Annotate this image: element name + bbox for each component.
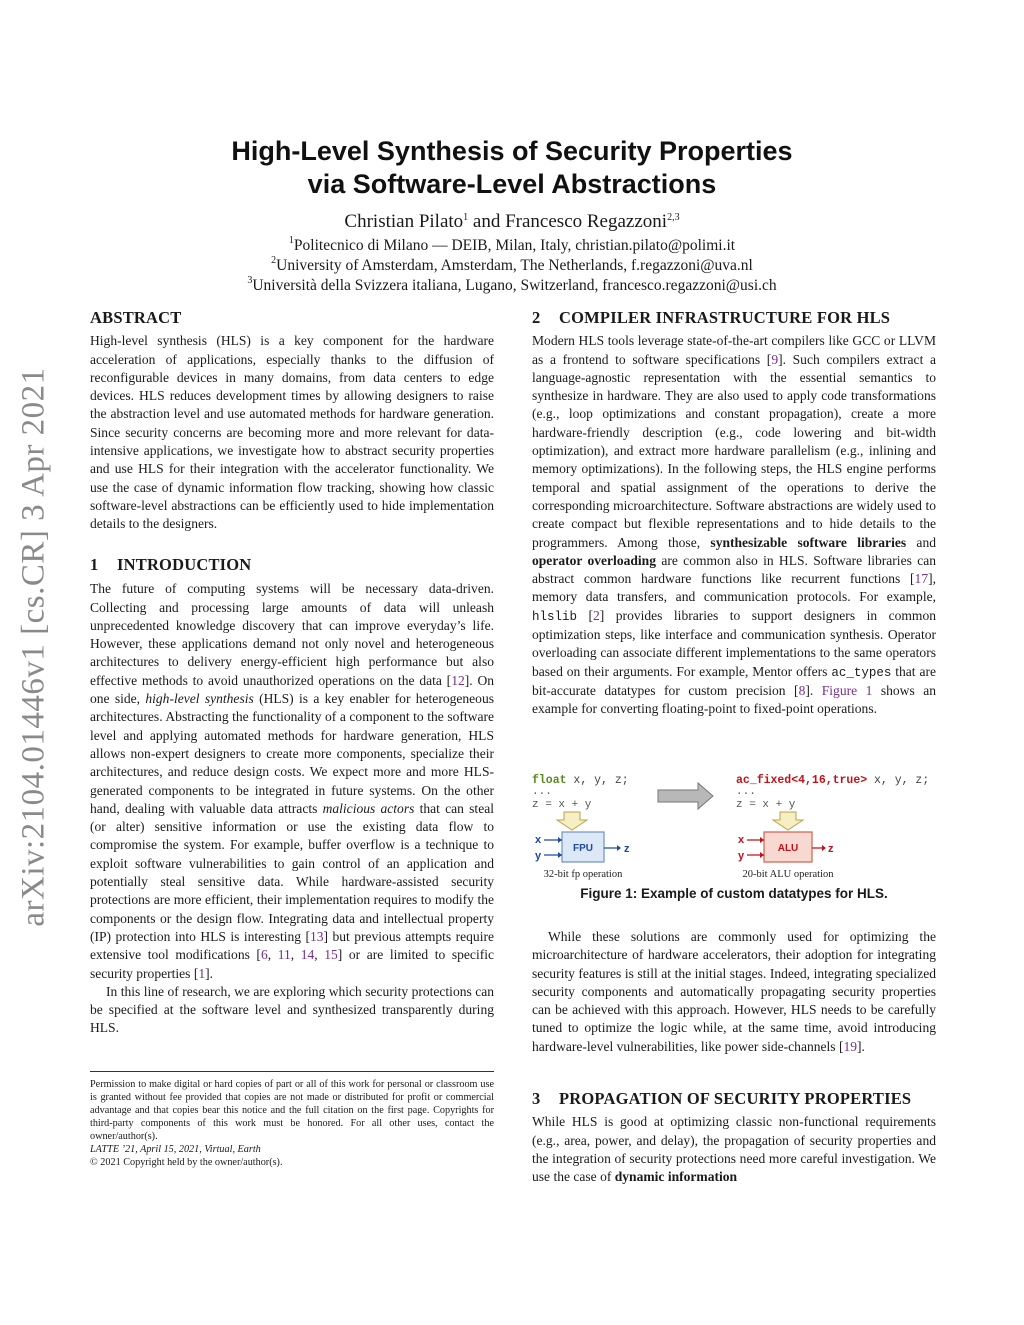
venue-text: LATTE ’21, April 15, 2021, Virtual, Earth xyxy=(90,1144,261,1155)
figure-1-caption: Figure 1: Example of custom datatypes for HLS. xyxy=(580,886,888,901)
after-figure-paragraph xyxy=(532,928,936,1056)
citation-separator: , xyxy=(290,947,301,963)
fpu-input-x: x xyxy=(535,834,542,846)
after-figure-text: ]. xyxy=(857,1038,865,1054)
copyright-text: © 2021 Copyright held by the owner/author(s). xyxy=(90,1157,283,1168)
intro-emphasis: malicious actors xyxy=(322,800,415,816)
paper-title-line-1: High-Level Synthesis of Security Properties xyxy=(231,136,793,166)
intro-text: The future of computing systems will be necessary data-driven. Collecting and processing large amounts of data will unleash unprecedented knowledge discovery that can improve everyday’s life. However, these applications demand not only novel and heterogeneous architectures to delivery energy-efficient high performance but also effective methods to avoid unauthorized operations on the data [ xyxy=(90,581,494,688)
arxiv-stamp xyxy=(14,360,54,935)
compiler-text: Modern HLS tools leverage state-of-the-art compilers like GCC or LLVM as a frontend to software specifications [ xyxy=(532,333,936,367)
citation-link[interactable]: 19 xyxy=(843,1038,857,1054)
alu-input-x: x xyxy=(738,834,745,846)
bold-term: dynamic information xyxy=(614,1169,738,1185)
right-down-arrow xyxy=(773,812,803,830)
compiler-section xyxy=(532,309,936,719)
citation-link[interactable]: 14 xyxy=(300,947,315,963)
intro-text: (HLS) is a key enabler for heterogeneous architectures. Abstracting the functionality of a component to the software level and applying automated methods for hardware generation, HLS allows non-expert designers to create more components, specialize their architectures, and reduce design costs. We expect more and more HLS-generated components to be integrated in future systems. On the other hand, dealing with valuable data attracts xyxy=(90,691,494,816)
compiler-text: [ xyxy=(577,607,594,623)
alu-label: ALU xyxy=(777,843,799,854)
author-line xyxy=(0,211,1024,233)
affiliation-1-text: Politecnico di Milano — DEIB, Milan, Italy, christian.pilato@polimi.it xyxy=(293,237,736,254)
arxiv-stamp-text: arXiv:2104.01446v1 [cs.CR] 3 Apr 2021 xyxy=(15,367,52,927)
author-1: Christian Pilato xyxy=(344,211,464,232)
introduction-number: 1 xyxy=(90,555,99,574)
intro-emphasis: high-level synthesis xyxy=(145,691,254,707)
right-vars: x, y, z; xyxy=(867,774,930,787)
left-keyword: float xyxy=(532,774,567,787)
fpu-label: FPU xyxy=(573,843,593,854)
bold-term: synthesizable software libraries xyxy=(710,534,907,550)
left-vars: x, y, z; xyxy=(566,774,629,787)
author-1-sup: 1 xyxy=(463,212,469,223)
author-2-sup: 2,3 xyxy=(667,212,680,223)
right-declaration xyxy=(736,774,929,787)
citation-link[interactable]: 15 xyxy=(324,947,338,963)
compiler-title: COMPILER INFRASTRUCTURE FOR HLS xyxy=(559,308,891,327)
propagation-number: 3 xyxy=(532,1089,541,1108)
after-figure-text: While these solutions are commonly used for optimizing the microarchitecture of hardware accelerators, their adoption for integrating security features is still at the initial stages. Indeed, integrating specialized security components and automatically propagating security properties can be achieved with this approach. However, HLS needs to be carefully tuned to optimize the logic while, at the same time, avoid introducing hardware-level vulnerabilities, like power side-channels [ xyxy=(532,929,936,1054)
permission-text: Permission to make digital or hard copies of part or all of this work for personal or classroom use is granted without fee provided that copies are not made or distributed for profit or commercial advantage and that copies bear this notice and the full citation on the first page. Copyrights for third-party components of this work must be honored. For all other uses, contact the owner/author(s). xyxy=(90,1079,494,1142)
intro-text: ]. xyxy=(205,965,214,981)
after-figure-section xyxy=(532,928,936,1056)
left-expression: z = x + y xyxy=(532,799,592,811)
fpu-output-z: z xyxy=(624,843,630,855)
introduction-paragraph-2: In this line of research, we are exploring which security protections can be specified at the software level and synthesized transparently during HLS. xyxy=(90,983,494,1036)
introduction-title: INTRODUCTION xyxy=(117,555,252,574)
alu-output-z: z xyxy=(828,843,834,855)
author-and: and xyxy=(468,211,506,232)
citation-link[interactable]: 13 xyxy=(309,928,324,944)
compiler-text: are common also in HLS. Software libraries can abstract common hardware functions like recurrent functions [ xyxy=(532,552,936,587)
compiler-text: ] provides libraries to support designers in common optimization steps, like interface and communication synthesis. Operator overloading can associate different implementations to the same operators based on their arguments. For example, Mentor offers xyxy=(532,607,936,679)
left-caption: 32-bit fp operation xyxy=(543,869,623,880)
introduction-paragraph-1 xyxy=(90,580,494,983)
propagation-section xyxy=(532,1090,936,1186)
figure-reference-link[interactable]: Figure 1 xyxy=(821,682,873,698)
affiliation-2 xyxy=(0,257,1024,275)
compiler-text: that are bit-accurate datatypes for custom precision [ xyxy=(532,663,936,698)
citation-link[interactable]: 2 xyxy=(593,607,600,623)
intro-text: that can steal (or alter) sensitive information or use the existing data flow to compromise the system. For example, buffer overflow is a technique to exploit software vulnerabilities to gain control of an application and potentially steal sensitive data. While hardware-assisted security protections are more efficient, their implementation requires to modify the components or the design flow. Integrating data and intellectual property (IP) protection into HLS is interesting [ xyxy=(90,800,494,944)
citation-link[interactable]: 12 xyxy=(451,672,465,688)
code-term: ac_types xyxy=(831,665,892,680)
right-expression: z = x + y xyxy=(736,799,796,811)
compiler-text: ]. xyxy=(805,682,822,698)
affiliation-1 xyxy=(0,237,1024,255)
citation-separator: , xyxy=(314,947,325,963)
transform-arrow xyxy=(658,783,713,809)
citation-link[interactable]: 6 xyxy=(260,947,268,963)
affiliation-2-sup: 2 xyxy=(271,255,277,266)
introduction-heading xyxy=(90,556,494,574)
compiler-text: and xyxy=(906,534,936,550)
affiliation-3 xyxy=(0,277,1024,295)
right-caption: 20-bit ALU operation xyxy=(742,869,834,880)
compiler-text: ], memory data transfers, and communication protocols. For example, xyxy=(532,571,936,605)
compiler-number: 2 xyxy=(532,308,541,327)
propagation-paragraph xyxy=(532,1113,936,1186)
code-term: hlslib xyxy=(532,609,578,624)
citation-link[interactable]: 17 xyxy=(914,571,929,587)
affiliation-2-text: University of Amsterdam, Amsterdam, The Netherlands, f.regazzoni@uva.nl xyxy=(276,257,753,274)
citation-link[interactable]: 11 xyxy=(277,947,291,963)
intro-text: ] or are limited to specific security properties [ xyxy=(90,947,495,981)
affiliation-3-sup: 3 xyxy=(247,275,253,286)
affiliation-3-text: Università della Svizzera italiana, Lugano, Switzerland, francesco.regazzoni@usi.ch xyxy=(252,277,777,294)
author-2: Francesco Regazzoni xyxy=(505,211,668,232)
abstract-section xyxy=(90,309,494,534)
fpu-input-y: y xyxy=(535,850,542,862)
left-down-arrow xyxy=(557,812,587,830)
compiler-text: ]. Such compilers extract a language-agnostic representation with the essential semantics to synthesize in hardware. They are also used to apply code transformations (e.g., loop optimizations and constant propagation), create a more hardware-friendly description (e.g., code lowering and bit-width optimization), and extract more hardware parallelism (e.g., inlining and memory optimizations). In the following steps, the HLS engine performs temporal and spatial assignment of the operations to derive the corresponding microarchitecture. Software abstractions are widely used to create compact but flexible representations and to hide details to the programmers. Among those, xyxy=(532,351,936,550)
citation-link[interactable]: 1 xyxy=(198,965,206,981)
citation-link[interactable]: 9 xyxy=(771,351,779,367)
bold-term: operator overloading xyxy=(532,552,656,568)
right-ellipsis: ... xyxy=(736,786,756,798)
affiliation-1-sup: 1 xyxy=(288,235,294,246)
compiler-text: shows an example for converting floating-point to fixed-point operations. xyxy=(532,682,936,717)
propagation-heading xyxy=(532,1090,936,1108)
left-ellipsis: ... xyxy=(532,786,552,798)
copyright-footnote xyxy=(90,1071,494,1169)
propagation-title: PROPAGATION OF SECURITY PROPERTIES xyxy=(559,1089,912,1108)
figure-1-diagram xyxy=(532,768,936,886)
compiler-paragraph xyxy=(532,332,936,718)
right-keyword: ac_fixed<4,16,true> xyxy=(736,774,868,787)
paper-title-line-2: via Software-Level Abstractions xyxy=(307,169,717,199)
compiler-heading xyxy=(532,309,936,327)
citation-separator: , xyxy=(267,947,278,963)
intro-text: ] but previous attempts require extensive tool modifications [ xyxy=(90,928,494,963)
abstract-text: High-level synthesis (HLS) is a key component for the hardware acceleration of applications, especially thanks to the diffusion of reconfigurable devices in many domains, from data centers to edge devices. HLS reduces development times by allowing designers to raise the abstraction level and use automated methods for hardware generation. Since security concerns are becoming more and more relevant for data-intensive applications, we investigate how to abstract security properties and use HLS for their integration with the accelerator functionality. We use the case of dynamic information flow tracking, showing how classic software-level abstractions can be efficiently used to hide implementation details to the designers. xyxy=(90,333,494,532)
abstract-heading: ABSTRACT xyxy=(90,308,182,327)
alu-input-y: y xyxy=(738,850,745,862)
introduction-section xyxy=(90,556,494,1038)
citation-link[interactable]: 8 xyxy=(798,682,806,698)
intro-text: ]. On one side, xyxy=(90,672,495,707)
propagation-text: While HLS is good at optimizing classic non-functional requirements (e.g., area, power, and delay), the propagation of security properties and the integration of security protections need more careful investigation. We use the case of xyxy=(532,1114,936,1185)
